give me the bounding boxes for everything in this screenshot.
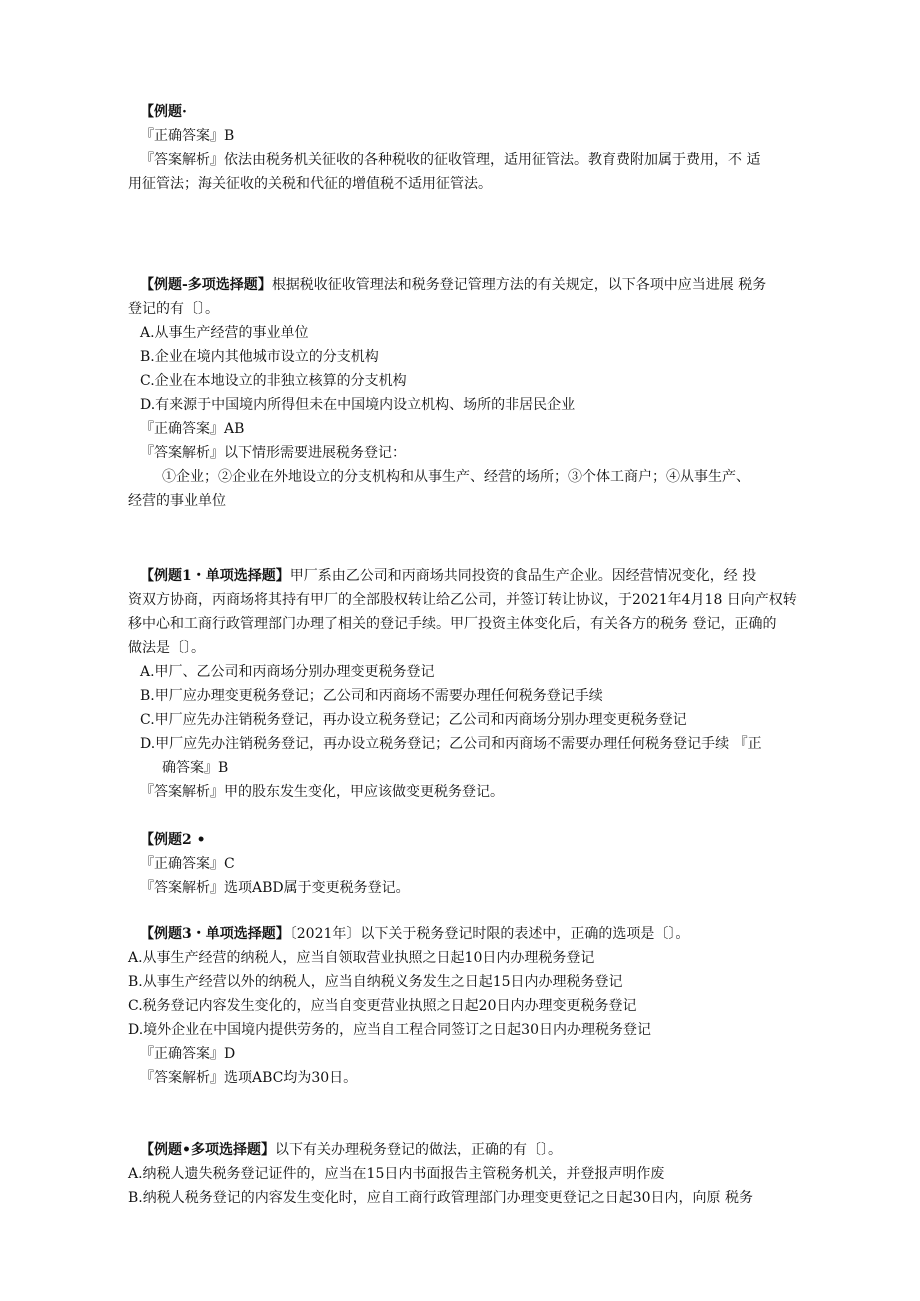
option-a: A.从事生产经营的事业单位 bbox=[140, 325, 309, 341]
correct-answer: 『正确答案』AB bbox=[140, 421, 245, 437]
option-c: C.企业在本地设立的非独立核算的分支机构 bbox=[140, 373, 407, 389]
correct-answer: 『正确答案』C bbox=[140, 856, 235, 872]
option-d: D.甲厂应先办注销税务登记，再办设立税务登记；乙公司和丙商场不需要办理任何税务登记手续 『正 bbox=[140, 736, 762, 752]
option-b: B.纳税人税务登记的内容发生变化时，应自工商行政管理部门办理变更登记之日起30日内，向原 税务 bbox=[128, 1190, 754, 1206]
correct-answer: 『正确答案』B bbox=[140, 128, 235, 144]
option-a: A.甲厂、乙公司和丙商场分别办理变更税务登记 bbox=[140, 664, 435, 680]
question-stem-cont: 登记的有〔〕。 bbox=[128, 301, 219, 317]
example-3 bbox=[128, 564, 828, 804]
question-stem: 【例题1・单项选择题】甲厂系由乙公司和丙商场共同投资的食品生产企业。因经营情况变化，经 投 bbox=[140, 568, 757, 584]
question-stem: 【例题-多项选择题】根据税收征收管理法和税务登记管理方法的有关规定，以下各项中应当进展 税务 bbox=[140, 277, 767, 293]
example-5 bbox=[128, 922, 828, 1090]
correct-answer: 确答案』B bbox=[162, 760, 229, 776]
example-4 bbox=[128, 828, 828, 900]
option-a: A.纳税人遗失税务登记证件的，应当在15日内书面报告主管税务机关，并登报声明作废 bbox=[128, 1166, 665, 1182]
question-stem-cont: 资双方协商，丙商场将其持有甲厂的全部股权转让给乙公司，并签订转让协议，于2021年4月18 日向产权转 bbox=[128, 592, 797, 608]
answer-analysis: 『答案解析』甲的股东发生变化，甲应该做变更税务登记。 bbox=[140, 784, 504, 800]
question-stem: 【例题3・单项选择题】〔2021年〕以下关于税务登记时限的表述中，正确的选项是〔〕。 bbox=[140, 926, 690, 942]
question-type: 【例题1・单项选择题】 bbox=[140, 568, 290, 584]
example-title: 【例题2 • bbox=[140, 832, 206, 848]
answer-analysis: 『答案解析』以下情形需要进展税务登记： bbox=[140, 445, 406, 461]
question-type: 【例题-多项选择题】 bbox=[140, 277, 272, 293]
answer-analysis: 『答案解析』选项ABD属于变更税务登记。 bbox=[140, 880, 410, 896]
option-a: A.从事生产经营的纳税人，应当自领取营业执照之日起10日内办理税务登记 bbox=[128, 950, 595, 966]
example-title: 【例题· bbox=[140, 104, 187, 120]
option-c: C.税务登记内容发生变化的，应当自变更营业执照之日起20日内办理变更税务登记 bbox=[128, 998, 637, 1014]
option-d: D.境外企业在中国境内提供劳务的，应当自工程合同签订之日起30日内办理税务登记 bbox=[128, 1022, 651, 1038]
answer-analysis-cont: 用征管法；海关征收的关税和代征的增值税不适用征管法。 bbox=[128, 176, 492, 192]
question-stem-cont: 做法是〔〕。 bbox=[128, 640, 205, 656]
option-b: B.企业在境内其他城市设立的分支机构 bbox=[140, 349, 379, 365]
question-type: 【例题•多项选择题】 bbox=[140, 1142, 275, 1158]
question-type: 【例题3・单项选择题】 bbox=[140, 926, 290, 942]
option-c: C.甲厂应先办注销税务登记，再办设立税务登记；乙公司和丙商场分别办理变更税务登记 bbox=[140, 712, 687, 728]
example-6 bbox=[128, 1138, 828, 1210]
answer-analysis: 『答案解析』依法由税务机关征收的各种税收的征收管理，适用征管法。教育费附加属于费用，不 适 bbox=[140, 152, 761, 168]
example-2 bbox=[128, 273, 828, 513]
option-b: B.甲厂应办理变更税务登记；乙公司和丙商场不需要办理任何税务登记手续 bbox=[140, 688, 603, 704]
question-stem: 【例题•多项选择题】以下有关办理税务登记的做法，正确的有〔〕。 bbox=[140, 1142, 562, 1158]
answer-analysis-cont: ①企业；②企业在外地设立的分支机构和从事生产、经营的场所；③个体工商户；④从事生产、 bbox=[162, 469, 750, 485]
example-1 bbox=[128, 100, 828, 196]
option-d: D.有来源于中国境内所得但未在中国境内设立机构、场所的非居民企业 bbox=[140, 397, 576, 413]
question-stem-cont: 移中心和工商行政管理部门办理了相关的登记手续。甲厂投资主体变化后，有关各方的税务 登记，正确的 bbox=[128, 616, 777, 632]
correct-answer: 『正确答案』D bbox=[140, 1046, 236, 1062]
answer-analysis: 『答案解析』选项ABC均为30日。 bbox=[140, 1070, 358, 1086]
answer-analysis-cont: 经营的事业单位 bbox=[128, 493, 226, 509]
option-b: B.从事生产经营以外的纳税人，应当自纳税义务发生之日起15日内办理税务登记 bbox=[128, 974, 623, 990]
